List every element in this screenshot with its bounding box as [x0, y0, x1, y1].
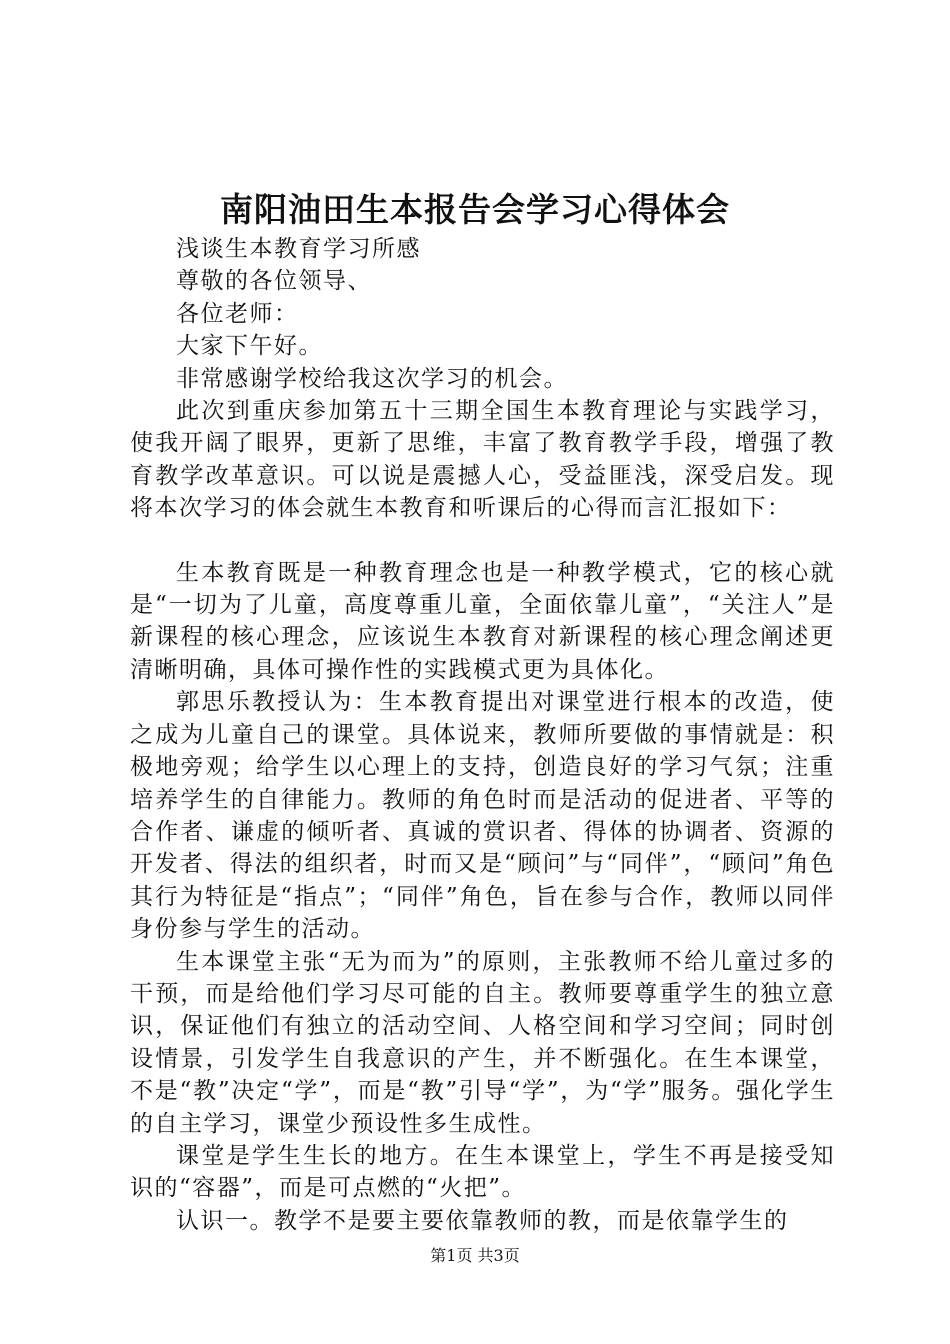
paragraph-professor-guo: 郭思乐教授认为：生本教育提出对课堂进行根本的改造，使之成为儿童自己的课堂。具体说来，教师所要做的事情就是：积极地旁观；给学生以心理上的支持，创造良好的学习气氛；注重培养学生的自律能力。教师的角色时而是活动的促进者、平等的合作者、谦虚的倾听者、真诚的赏识者、得体的协调者、资源的开发者、得法的组织者，时而又是“顾问”与“同伴”，“顾问”角色其行为特征是“指点”；“同伴”角色，旨在参与合作，教师以同伴身份参与学生的活动。: [130, 689, 835, 943]
paragraph-subtitle: 浅谈生本教育学习所感: [176, 236, 421, 262]
paragraph-greeting-leaders: 尊敬的各位领导、: [176, 268, 372, 295]
paragraph-classroom: 课堂是学生生长的地方。在生本课堂上，学生不再是接受知识的“容器”，而是可点燃的“火把”。: [130, 1142, 835, 1202]
page-number-footer: 第1页 共3页: [430, 1246, 520, 1265]
paragraph-intro: 此次到重庆参加第五十三期全国生本教育理论与实践学习，使我开阔了眼界，更新了思维，丰富了教育教学手段，增强了教育教学改革意识。可以说是震撼人心，受益匪浅，深受启发。现将本次学习的体会就生本教育和听课后的心得而言汇报如下：: [130, 398, 835, 522]
paragraph-greeting-teachers: 各位老师：: [176, 300, 299, 327]
document-title: 南阳油田生本报告会学习心得体会: [220, 190, 730, 229]
paragraph-principle: 生本课堂主张“无为而为”的原则，主张教师不给儿童过多的干预，而是给他们学习尽可能的自主。教师要尊重学生的独立意识，保证他们有独立的活动空间、人格空间和学习空间；同时创设情景，引发学生自我意识的产生，并不断强化。在生本课堂，不是“教”决定“学”，而是“教”引导“学”，为“学”服务。强化学生的自主学习，课堂少预设性多生成性。: [130, 948, 835, 1137]
paragraph-good-afternoon: 大家下午好。: [176, 333, 323, 360]
paragraph-thanks: 非常感谢学校给我这次学习的机会。: [176, 365, 568, 392]
paragraph-core-idea: 生本教育既是一种教育理念也是一种教学模式，它的核心就是“一切为了儿童，高度尊重儿童，全面依靠儿童”，“关注人”是新课程的核心理念，应该说生本教育对新课程的核心理念阐述更清晰明确，具体可操作性的实践模式更为具体化。: [130, 559, 835, 683]
document-body: [130, 233, 835, 1237]
paragraph-insight-one: 认识一。教学不是要主要依靠教师的教，而是依靠学生的: [176, 1207, 789, 1234]
